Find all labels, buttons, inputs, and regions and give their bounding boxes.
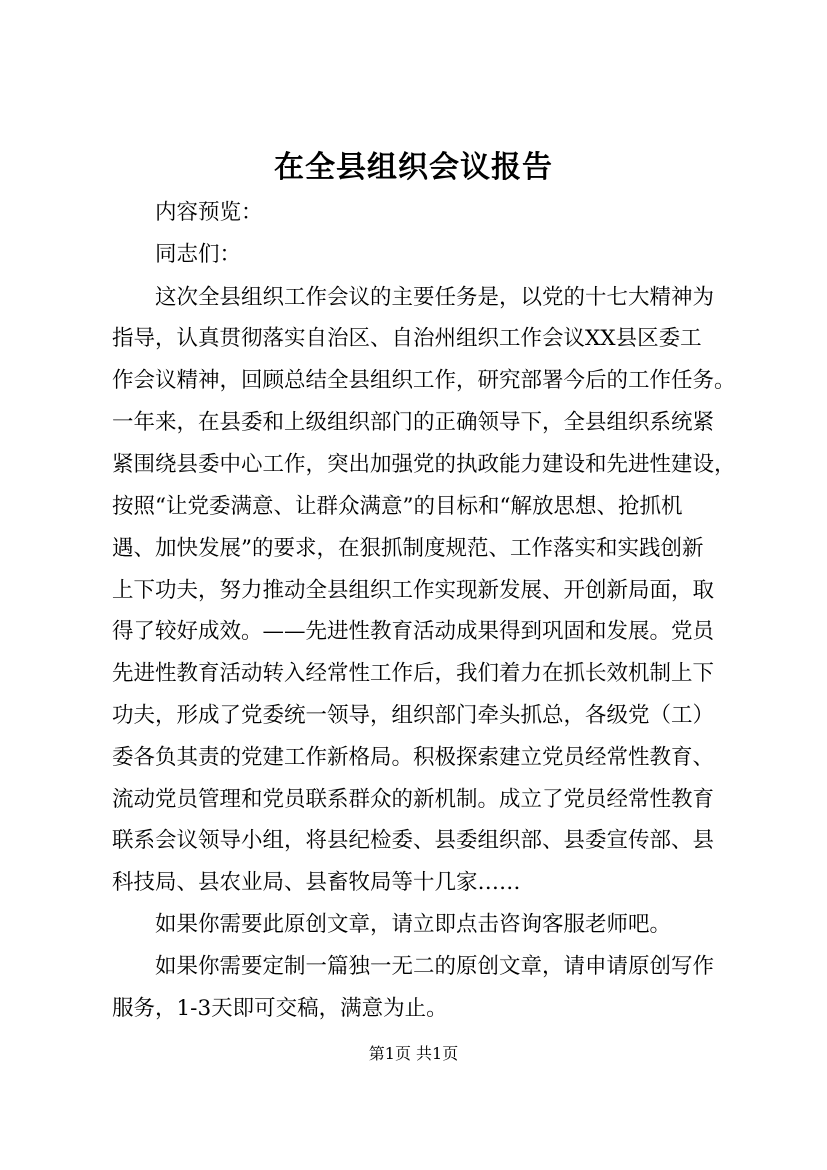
body-line: 流动党员管理和党员联系群众的新机制。成立了党员经常性教育 [112, 787, 715, 812]
greeting: 同志们： [155, 242, 242, 267]
page-footer: 第1页 共1页 [368, 1044, 459, 1063]
body-line: 一年来，在县委和上级组织部门的正确领导下，全县组织系统紧 [112, 410, 715, 435]
body-line: 这次全县组织工作会议的主要任务是，以党的十七大精神为 [155, 285, 715, 310]
cta-custom-line: 如果你需要定制一篇独一无二的原创文章，请申请原创写作 [155, 954, 715, 979]
body-line: 指导，认真贯彻落实自治区、自治州组织工作会议XX县区委工 [112, 326, 702, 351]
body-line: 作会议精神，回顾总结全县组织工作，研究部署今后的工作任务。 [112, 368, 736, 393]
body-line: 按照“让党委满意、让群众满意”的目标和“解放思想、抢抓机 [112, 494, 683, 519]
body-line: 遇、加快发展”的要求，在狠抓制度规范、工作落实和实践创新 [112, 536, 704, 561]
body-line: 联系会议领导小组，将县纪检委、县委组织部、县委宣传部、县 [112, 828, 715, 853]
body-line: 先进性教育活动转入经常性工作后，我们着力在抓长效机制上下 [112, 661, 715, 686]
cta-consult-line: 如果你需要此原创文章，请立即点击咨询客服老师吧。 [155, 912, 672, 937]
cta-custom-line-cont: 服务，1-3天即可交稿，满意为止。 [112, 996, 448, 1021]
preview-label: 内容预览： [155, 200, 263, 225]
document-title: 在全县组织会议报告 [274, 150, 553, 185]
body-line: 科技局、县农业局、县畜牧局等十几家…… [112, 870, 521, 895]
body-line: 得了较好成效。——先进性教育活动成果得到巩固和发展。党员 [112, 619, 715, 644]
body-line: 委各负其责的党建工作新格局。积极探索建立党员经常性教育、 [112, 745, 715, 770]
body-line: 上下功夫，努力推动全县组织工作实现新发展、开创新局面，取 [112, 578, 715, 603]
body-line: 功夫，形成了党委统一领导，组织部门牵头抓总，各级党（工） [112, 703, 715, 728]
body-line: 紧围绕县委中心工作，突出加强党的执政能力建设和先进性建设， [112, 452, 736, 477]
